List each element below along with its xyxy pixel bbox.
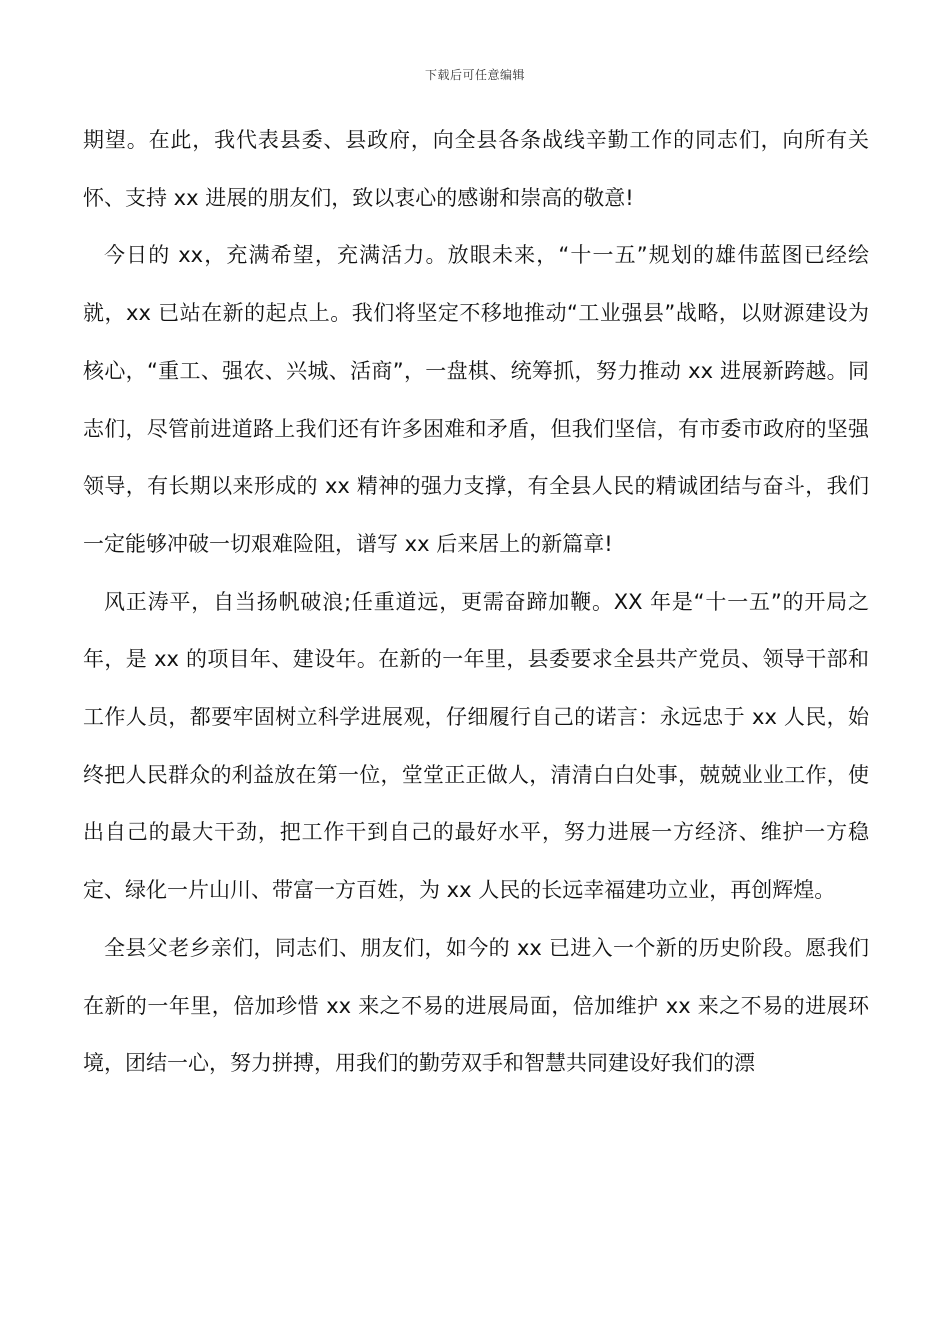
paragraph: 期望。在此，我代表县委、县政府，向全县各条战线辛勤工作的同志们，向所有关怀、支持 xx 进展的朋友们，致以衷心的感谢和崇高的敬意! (83, 128, 869, 210)
page-header: 下载后可任意编辑 (424, 68, 525, 82)
paragraph: 风正涛平，自当扬帆破浪;任重道远，更需奋蹄加鞭。XX 年是“十一五”的开局之年，是 xx 的项目年、建设年。在新的一年里，县委要求全县共产党员、领导干部和工作人员，都要牢固树立科学进展观，仔细履行自己的诺言：永远忠于 xx 人民，始终把人民群众的利益放在第一位，堂堂正正做人，清清白白处事，兢兢业业工作，使出自己的最大干劲，把工作干到自己的最好水平，努力进展一方经济、维护一方稳定、绿化一片山川、带富一方百姓，为 xx 人民的长远幸福建功立业，再创辉煌。 (83, 589, 869, 903)
paragraph: 今日的 xx，充满希望，充满活力。放眼未来，“十一五”规划的雄伟蓝图已经绘就，xx 已站在新的起点上。我们将坚定不移地推动“工业强县”战略，以财源建设为核心，“重工、强农、兴城、活商”，一盘棋、统筹抓，努力推动 xx 进展新跨越。同志们，尽管前进道路上我们还有许多困难和矛盾，但我们坚信，有市委市政府的坚强领导，有长期以来形成的 xx 精神的强力支撑，有全县人民的精诚团结与奋斗，我们一定能够冲破一切艰难险阻，谱写 xx 后来居上的新篇章! (83, 243, 869, 556)
paragraph: 全县父老乡亲们，同志们、朋友们，如今的 xx 已进入一个新的历史阶段。愿我们在新的一年里，倍加珍惜 xx 来之不易的进展局面，倍加维护 xx 来之不易的进展环境，团结一心，努力拼搏，用我们的勤劳双手和智慧共同建设好我们的漂 (83, 935, 869, 1076)
document-body (83, 112, 869, 1093)
